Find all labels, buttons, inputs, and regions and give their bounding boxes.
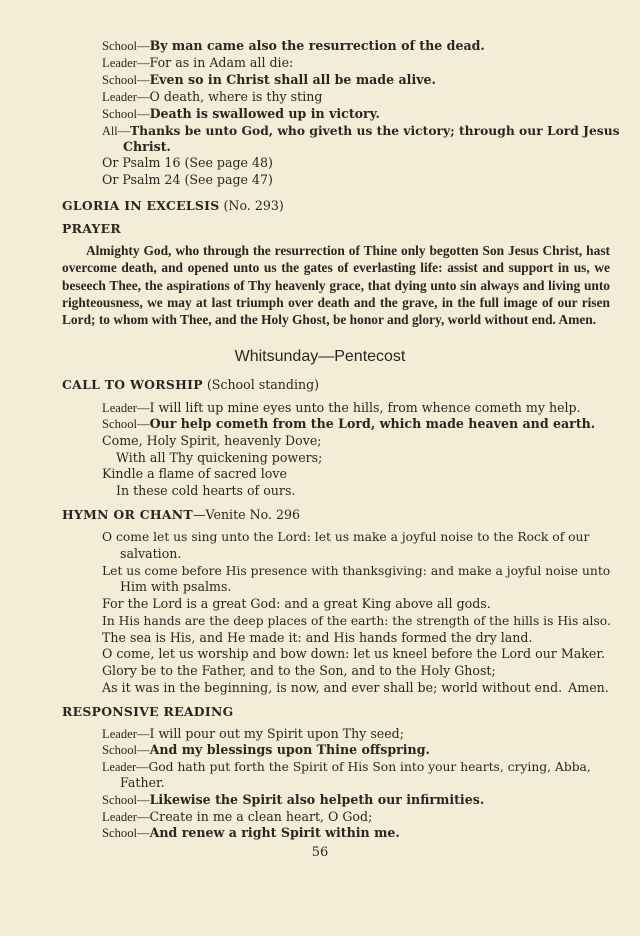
hymn-verse-line: In these cold hearts of ours. (116, 483, 296, 498)
responsive-reading-heading: RESPONSIVE READING (62, 704, 234, 719)
reading-line: Leader—Create in me a clean heart, O God; (102, 809, 373, 824)
prayer-heading: PRAYER (62, 221, 121, 236)
response-line: School—Death is swallowed up in victory. (102, 106, 380, 121)
venite-line: O come, let us worship and bow down: let us kneel before the Lord our Maker. (102, 646, 605, 661)
reading-line: Leader—I will pour out my Spirit upon Thy seed; (102, 726, 404, 741)
reading-line: School—And renew a right Spirit within me. (102, 825, 400, 840)
response-line: School—By man came also the resurrection of the dead. (102, 38, 485, 53)
venite-line: Glory be to the Father, and to the Son, and to the Holy Ghost; (102, 663, 496, 678)
reading-line: Leader—God hath put forth the Spirit of His Son into your hearts, crying, Abba, (102, 760, 591, 774)
hymn-verse-line: With all Thy quickening powers; (116, 450, 323, 465)
hymn-heading: HYMN OR CHANT—Venite No. 296 (62, 507, 301, 522)
psalm-option: Or Psalm 16 (See page 48) (102, 155, 273, 170)
call-to-worship-heading: CALL TO WORSHIP (School standing) (62, 377, 320, 392)
hymn-verse-line: Come, Holy Spirit, heavenly Dove; (102, 433, 322, 448)
response-line: All—Thanks be unto God, who giveth us the victory; through our Lord Jesus (102, 123, 620, 138)
psalm-option: Or Psalm 24 (See page 47) (102, 172, 273, 187)
venite-line: In His hands are the deep places of the earth: the strength of the hills is His also. (102, 614, 611, 628)
venite-line: O come let us sing unto the Lord: let us make a joyful noise to the Rock of our (102, 530, 590, 544)
venite-line: Him with psalms. (120, 579, 232, 594)
hymn-verse-line: Kindle a flame of sacred love (102, 466, 287, 481)
page-number: 56 (311, 845, 329, 860)
response-line: Leader—For as in Adam all die: (102, 55, 294, 70)
venite-line: The sea is His, and He made it: and His hands formed the dry land. (102, 630, 533, 645)
venite-line: As it was in the beginning, is now, and ever shall be; world without end. Amen. (102, 680, 609, 695)
prayer-text: Almighty God, who through the resurrection of Thine only begotten Son Jesus Christ, hast overcome death, and opened unto us the gates of everlasting life: assist and support in us, we beseech Thee, the aspirations of Thy heavenly grace, that dying unto sin always and living unto righteousness, we may at last triumph over death and the grave, in the full image of our risen Lord; to whom with Thee, and the Holy Ghost, be honor and glory, world without end. Amen. (62, 243, 610, 328)
section-title: Whitsunday—Pentecost (234, 348, 406, 365)
reading-line: Father. (120, 775, 165, 790)
reading-line: School—Likewise the Spirit also helpeth our infirmities. (102, 792, 485, 807)
response-line: Leader—O death, where is thy sting (102, 89, 323, 104)
response-line: School—Even so in Christ shall all be made alive. (102, 72, 436, 87)
response-line: Christ. (123, 139, 171, 154)
worship-line: School—Our help cometh from the Lord, which made heaven and earth. (102, 416, 596, 431)
reading-line: School—And my blessings upon Thine offspring. (102, 742, 430, 757)
venite-line: Let us come before His presence with thanksgiving: and make a joyful noise unto (102, 564, 611, 578)
worship-line: Leader—I will lift up mine eyes unto the hills, from whence cometh my help. (102, 400, 581, 415)
gloria-heading: GLORIA IN EXCELSIS (No. 293) (62, 198, 284, 213)
venite-line: For the Lord is a great God: and a great King above all gods. (102, 596, 491, 611)
venite-line: salvation. (120, 546, 182, 561)
